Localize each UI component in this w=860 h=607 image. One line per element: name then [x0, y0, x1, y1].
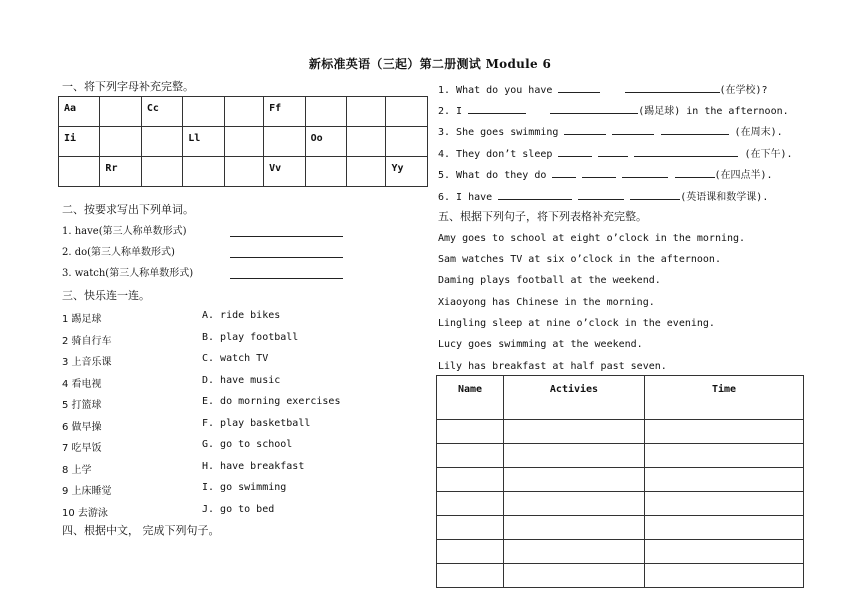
answer-blank[interactable] — [612, 124, 654, 135]
alphabet-cell[interactable]: Vv — [264, 157, 305, 187]
answer-blank[interactable] — [558, 146, 592, 157]
sentence-item: 1. What do you have (在学校)? — [438, 82, 768, 97]
table-row — [437, 444, 804, 468]
table-row — [437, 420, 804, 444]
table-cell[interactable] — [645, 492, 804, 516]
table-cell[interactable] — [504, 492, 645, 516]
chinese-phrase[interactable]: 8 上学 — [62, 464, 92, 476]
alphabet-cell[interactable]: Rr — [100, 157, 141, 187]
alphabet-cell[interactable] — [59, 157, 100, 187]
alphabet-cell[interactable] — [264, 127, 305, 157]
table-cell[interactable] — [645, 420, 804, 444]
alphabet-cell[interactable] — [183, 97, 224, 127]
chinese-phrase[interactable]: 3 上音乐课 — [62, 357, 112, 368]
english-phrase[interactable]: D. have music — [202, 374, 281, 386]
word-item: 3. watch(第三人称单数形式) — [62, 268, 194, 279]
answer-blank[interactable] — [598, 146, 628, 157]
alphabet-cell[interactable] — [100, 97, 141, 127]
table-cell[interactable] — [504, 564, 645, 588]
english-phrase[interactable]: B. play football — [202, 331, 299, 343]
section3-heading: 三、快乐连一连。 — [62, 289, 150, 302]
chinese-phrase[interactable]: 9 上床睡觉 — [62, 486, 112, 497]
chinese-phrase[interactable]: 1 踢足球 — [62, 314, 102, 325]
alphabet-cell[interactable] — [347, 157, 386, 187]
table-cell[interactable] — [645, 468, 804, 492]
chinese-phrase[interactable]: 4 看电视 — [62, 378, 102, 390]
alphabet-cell[interactable] — [224, 157, 263, 187]
table-cell[interactable] — [504, 540, 645, 564]
chinese-phrase[interactable]: 10 去游泳 — [62, 507, 108, 519]
answer-blank[interactable] — [675, 167, 715, 178]
info-sentence: Daming plays football at the weekend. — [438, 275, 661, 286]
schedule-table — [436, 375, 804, 588]
answer-blank[interactable] — [468, 103, 526, 114]
table-row — [437, 564, 804, 588]
english-phrase[interactable]: G. go to school — [202, 439, 293, 450]
alphabet-cell[interactable] — [347, 97, 386, 127]
info-sentence: Sam watches TV at six o’clock in the afternoon. — [438, 254, 721, 265]
table-cell[interactable] — [437, 540, 504, 564]
page-title: 新标准英语（三起）第二册测试 Module 6 — [308, 57, 552, 71]
alphabet-cell[interactable] — [386, 127, 428, 157]
table-cell[interactable] — [437, 564, 504, 588]
answer-blank[interactable] — [630, 189, 680, 200]
info-sentence: Lingling sleep at nine o’clock in the evening. — [438, 318, 715, 329]
alphabet-cell[interactable] — [224, 127, 263, 157]
alphabet-cell[interactable]: Yy — [386, 157, 428, 187]
sentence-item: 5. What do they do (在四点半). — [438, 167, 773, 182]
answer-blank[interactable] — [558, 82, 600, 93]
table-cell[interactable] — [437, 492, 504, 516]
answer-blank[interactable] — [661, 124, 729, 135]
table-cell[interactable] — [437, 516, 504, 540]
table-row — [437, 492, 804, 516]
info-sentence: Amy goes to school at eight o’clock in the morning. — [438, 233, 746, 244]
word-item: 1. have(第三人称单数形式) — [62, 226, 187, 237]
chinese-phrase[interactable]: 2 骑自行车 — [62, 335, 112, 347]
alphabet-cell[interactable] — [183, 157, 224, 187]
chinese-phrase[interactable]: 6 做早操 — [62, 421, 102, 433]
column-header-name: Name — [437, 376, 504, 420]
sentence-item: 3. She goes swimming (在周末). — [438, 124, 783, 139]
table-cell[interactable] — [645, 444, 804, 468]
table-cell[interactable] — [645, 540, 804, 564]
alphabet-cell[interactable]: Ll — [183, 127, 224, 157]
alphabet-cell[interactable] — [305, 157, 346, 187]
english-phrase[interactable]: H. have breakfast — [202, 460, 305, 472]
table-cell[interactable] — [504, 516, 645, 540]
word-item: 2. do(第三人称单数形式) — [62, 247, 175, 258]
alphabet-cell[interactable] — [347, 127, 386, 157]
table-cell[interactable] — [645, 516, 804, 540]
sentence-item: 4. They don’t sleep (在下午). — [438, 146, 793, 161]
table-cell[interactable] — [437, 444, 504, 468]
info-sentence: Lucy goes swimming at the weekend. — [438, 339, 643, 350]
answer-blank[interactable] — [552, 167, 576, 178]
alphabet-cell[interactable]: Ff — [264, 97, 305, 127]
answer-blank[interactable] — [564, 124, 606, 135]
table-cell[interactable] — [504, 420, 645, 444]
sentence-item: 2. I (踢足球) in the afternoon. — [438, 103, 789, 118]
table-cell[interactable] — [437, 468, 504, 492]
table-cell[interactable] — [504, 468, 645, 492]
english-phrase[interactable]: J. go to bed — [202, 503, 275, 515]
alphabet-row — [59, 157, 428, 187]
answer-blank[interactable] — [634, 146, 738, 157]
chinese-phrase[interactable]: 7 吃早饭 — [62, 443, 102, 454]
info-sentence: Lily has breakfast at half past seven. — [438, 361, 667, 372]
alphabet-cell[interactable] — [141, 127, 182, 157]
alphabet-cell[interactable]: Oo — [305, 127, 346, 157]
answer-blank[interactable] — [622, 167, 668, 178]
alphabet-cell[interactable] — [100, 127, 141, 157]
alphabet-row — [59, 97, 428, 127]
table-row — [437, 516, 804, 540]
alphabet-cell[interactable]: Cc — [141, 97, 182, 127]
answer-blank[interactable] — [230, 247, 343, 258]
table-header-row — [437, 376, 804, 420]
table-row — [437, 540, 804, 564]
alphabet-cell[interactable] — [386, 97, 428, 127]
answer-blank[interactable] — [230, 226, 343, 237]
column-header-activities: Activies — [504, 376, 645, 420]
table-cell[interactable] — [504, 444, 645, 468]
alphabet-table — [58, 96, 428, 187]
table-cell[interactable] — [645, 564, 804, 588]
answer-blank[interactable] — [582, 167, 616, 178]
alphabet-cell[interactable] — [224, 97, 263, 127]
english-phrase[interactable]: C. watch TV — [202, 353, 269, 364]
sentence-item: 6. I have (英语课和数学课). — [438, 189, 768, 204]
alphabet-cell[interactable]: Ii — [59, 127, 100, 157]
answer-blank[interactable] — [230, 268, 343, 279]
table-row — [437, 468, 804, 492]
table-cell[interactable] — [437, 420, 504, 444]
answer-blank[interactable] — [498, 189, 572, 200]
section2-heading: 二、按要求写出下列单词。 — [62, 203, 194, 216]
section4-heading: 四、根据中文， 完成下列句子。 — [62, 524, 220, 537]
alphabet-cell[interactable]: Aa — [59, 97, 100, 127]
alphabet-cell[interactable] — [141, 157, 182, 187]
section1-heading: 一、将下列字母补充完整。 — [62, 80, 194, 93]
chinese-phrase[interactable]: 5 打篮球 — [62, 400, 102, 411]
answer-blank[interactable] — [550, 103, 638, 114]
english-phrase[interactable]: I. go swimming — [202, 482, 287, 493]
column-header-time: Time — [645, 376, 804, 420]
info-sentence: Xiaoyong has Chinese in the morning. — [438, 297, 655, 308]
answer-blank[interactable] — [578, 189, 624, 200]
english-phrase[interactable]: F. play basketball — [202, 417, 311, 429]
alphabet-row — [59, 127, 428, 157]
english-phrase[interactable]: E. do morning exercises — [202, 396, 341, 407]
answer-blank[interactable] — [625, 82, 720, 93]
english-phrase[interactable]: A. ride bikes — [202, 310, 281, 321]
alphabet-cell[interactable] — [305, 97, 346, 127]
section5-heading: 五、根据下列句子，将下列表格补充完整。 — [438, 210, 647, 223]
